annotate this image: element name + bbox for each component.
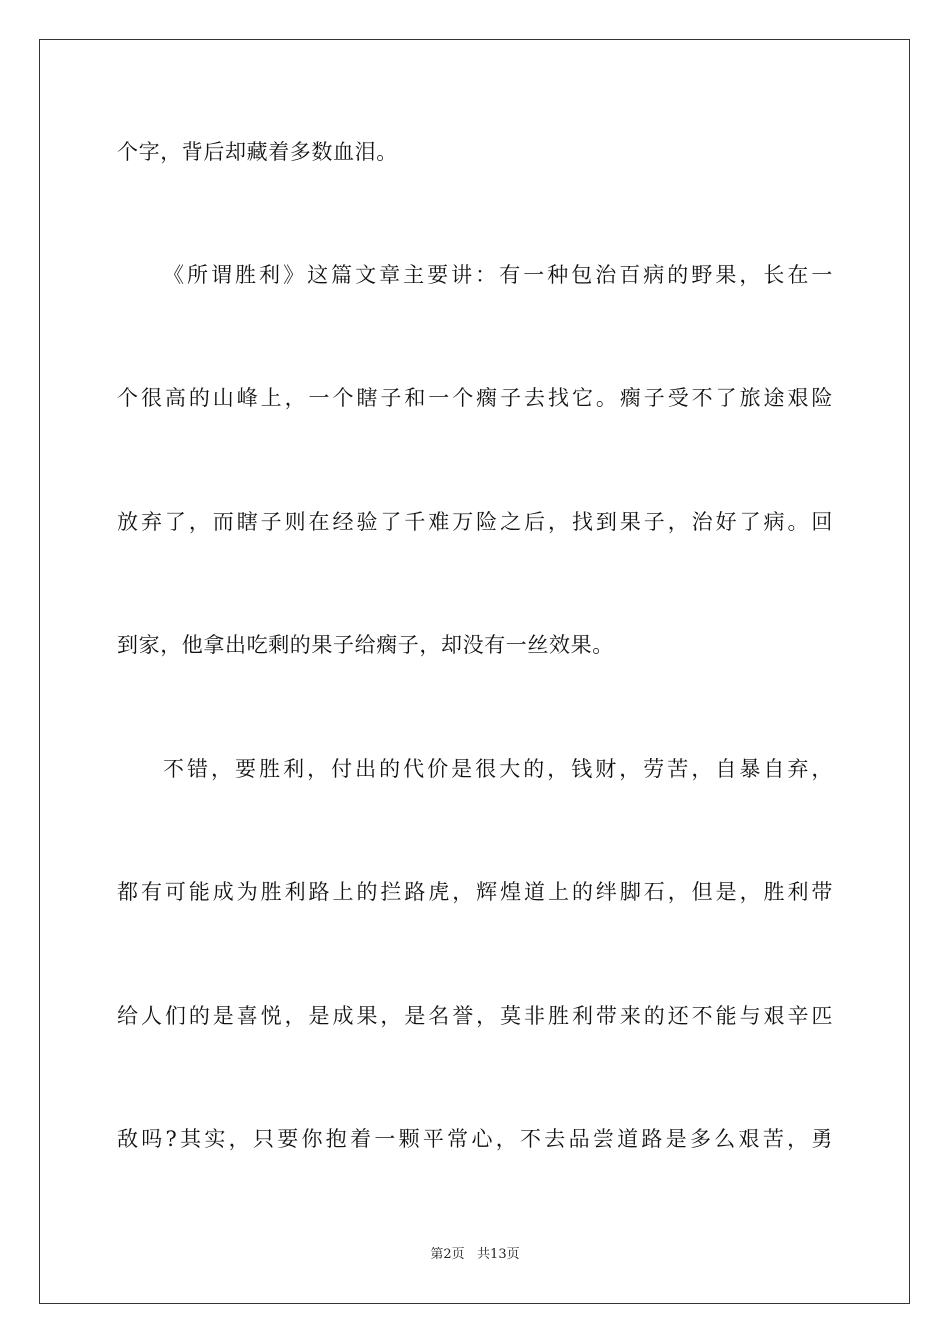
text-line-6: 不错，要胜利，付出的代价是很大的，钱财，劳苦，自暴自弃， <box>163 757 833 781</box>
text-line-7: 都有可能成为胜利路上的拦路虎，辉煌道上的绊脚石，但是，胜利带 <box>117 880 833 904</box>
text-line-9: 敌吗?其实，只要你抱着一颗平常心，不去品尝道路是多么艰苦，勇 <box>117 1127 833 1151</box>
text-line-3: 个很高的山峰上，一个瞎子和一个瘸子去找它。瘸子受不了旅途艰险 <box>117 386 833 410</box>
page-number-footer: 第2页 共13页 <box>430 1247 520 1262</box>
text-line-2: 《所谓胜利》这篇文章主要讲：有一种包治百病的野果，长在一 <box>163 263 833 287</box>
text-line-8: 给人们的是喜悦，是成果，是名誉，莫非胜利带来的还不能与艰辛匹 <box>117 1004 833 1028</box>
page-frame <box>39 39 910 1304</box>
text-line-4: 放弃了，而瞎子则在经验了千难万险之后，找到果子，治好了病。回 <box>117 510 833 534</box>
text-line-5: 到家，他拿出吃剩的果子给瘸子，却没有一丝效果。 <box>117 633 614 657</box>
text-line-1: 个字，背后却藏着多数血泪。 <box>117 140 398 164</box>
